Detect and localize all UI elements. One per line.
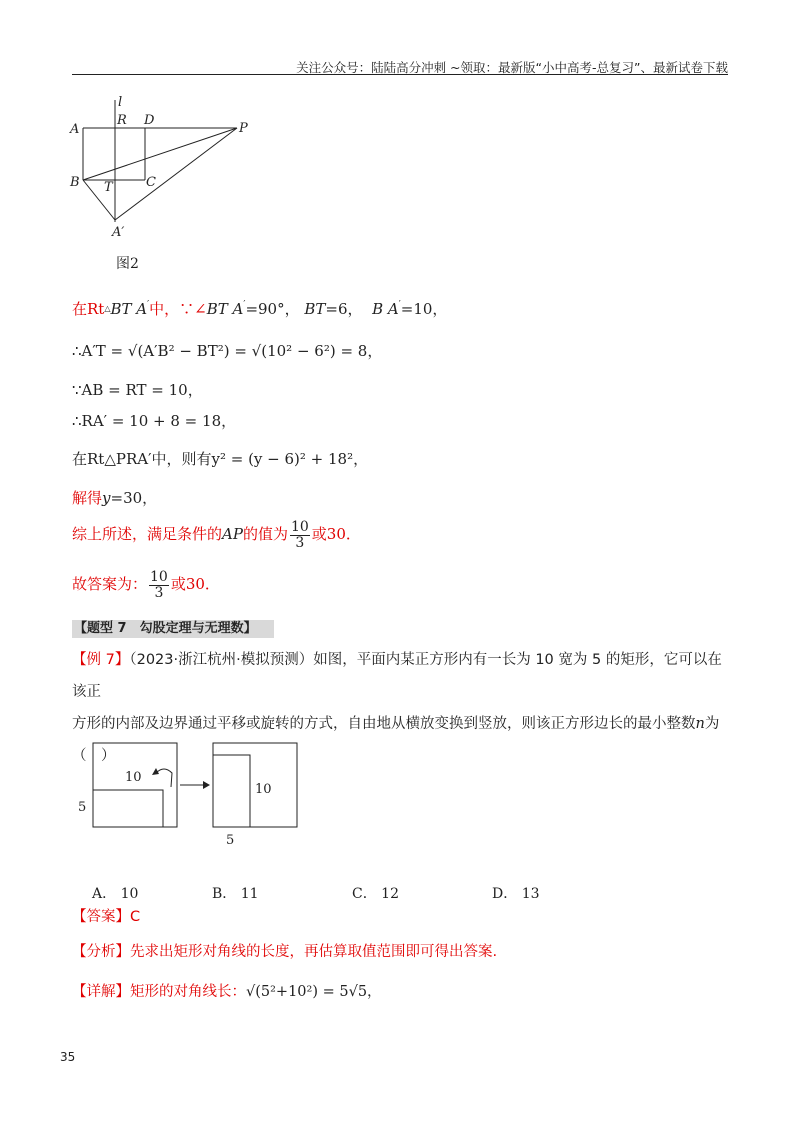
solution-line-2: ∴A′T = √(A′B² − BT²) = √(10² − 6²) = 8， xyxy=(72,342,383,360)
label-A: A xyxy=(70,122,80,137)
label-B: B xyxy=(70,175,80,190)
label-T: T xyxy=(104,180,113,195)
segment-A-prime-P xyxy=(115,128,237,220)
label-left-5: 5 xyxy=(78,800,87,815)
label-l: l xyxy=(118,95,123,110)
section-title: 【题型 7 勾股定理与无理数】 xyxy=(72,620,274,638)
label-P: P xyxy=(239,121,248,136)
solution-line-4: ∴RA′ = 10 + 8 = 18， xyxy=(72,412,237,430)
solution-line-8: 故答案为： $\frac{10}{3}$ 或30． xyxy=(72,569,220,601)
header-rule xyxy=(72,74,728,75)
left-square xyxy=(93,743,177,827)
right-rectangle-vertical xyxy=(213,755,250,827)
page-header: 关注公众号：陆陆高分冲刺 ~领取：最新版“小中高考-总复习”、最新试卷下载 xyxy=(296,60,728,75)
solution-line-1: 在Rt△BT A′中，∵∠BT A′=90°， BT=6， B A′=10， xyxy=(72,300,448,318)
answer-blank: （ ） xyxy=(72,748,116,764)
label-left-10: 10 xyxy=(125,770,142,785)
option-d[interactable]: D． 13 xyxy=(492,886,540,902)
option-c[interactable]: C． 12 xyxy=(352,886,399,902)
label-R: R xyxy=(117,113,127,128)
detail-line: 【详解】矩形的对角线长：√(5²+10²) = 5√5， xyxy=(72,984,382,1000)
figure-2-caption: 图2 xyxy=(116,256,139,272)
figure-2-diagram xyxy=(60,90,280,240)
left-rectangle-horizontal xyxy=(93,790,163,827)
solution-line-7: 综上所述，满足条件的AP的值为 $\frac{10}{3}$ 或30． xyxy=(72,519,361,551)
analysis-line: 【分析】先求出矩形对角线的长度，再估算取值范围即可得出答案. xyxy=(72,944,498,960)
fraction-ten-thirds: $\frac{10}{3}$ xyxy=(290,519,309,551)
solution-line-5: 在Rt△PRA′中，则有y² = (y − 6)² + 18²， xyxy=(72,450,369,468)
segment-BP xyxy=(83,128,237,180)
transform-arrowhead xyxy=(203,781,210,789)
option-a[interactable]: A． 10 xyxy=(92,886,139,902)
fraction-ten-thirds-answer: $\frac{10}{3}$ xyxy=(150,569,168,601)
solution-line-6: 解得y=30， xyxy=(72,489,158,507)
label-right-5: 5 xyxy=(226,833,235,848)
example-7-text: 【例 7】（2023·浙江杭州·模拟预测）如图，平面内某正方形内有一长为 10 宽为 5 的矩形，它可以在该正 方形的内部及边界通过平移或旋转的方式，自由地从横放变换到竖放，则该正方形边长的最小整数n为 （ ） xyxy=(72,644,730,772)
label-right-10: 10 xyxy=(255,782,272,797)
answer-line: 【答案】C xyxy=(72,909,141,925)
rotate-arrow xyxy=(156,769,172,787)
label-A-prime: A′ xyxy=(112,225,125,240)
solution-line-3: ∵AB = RT = 10， xyxy=(72,381,203,399)
figure-7-diagram xyxy=(72,735,332,855)
label-C: C xyxy=(146,175,156,190)
option-b[interactable]: B． 11 xyxy=(212,886,259,902)
page-number: 35 xyxy=(60,1050,76,1064)
label-D: D xyxy=(144,113,155,128)
